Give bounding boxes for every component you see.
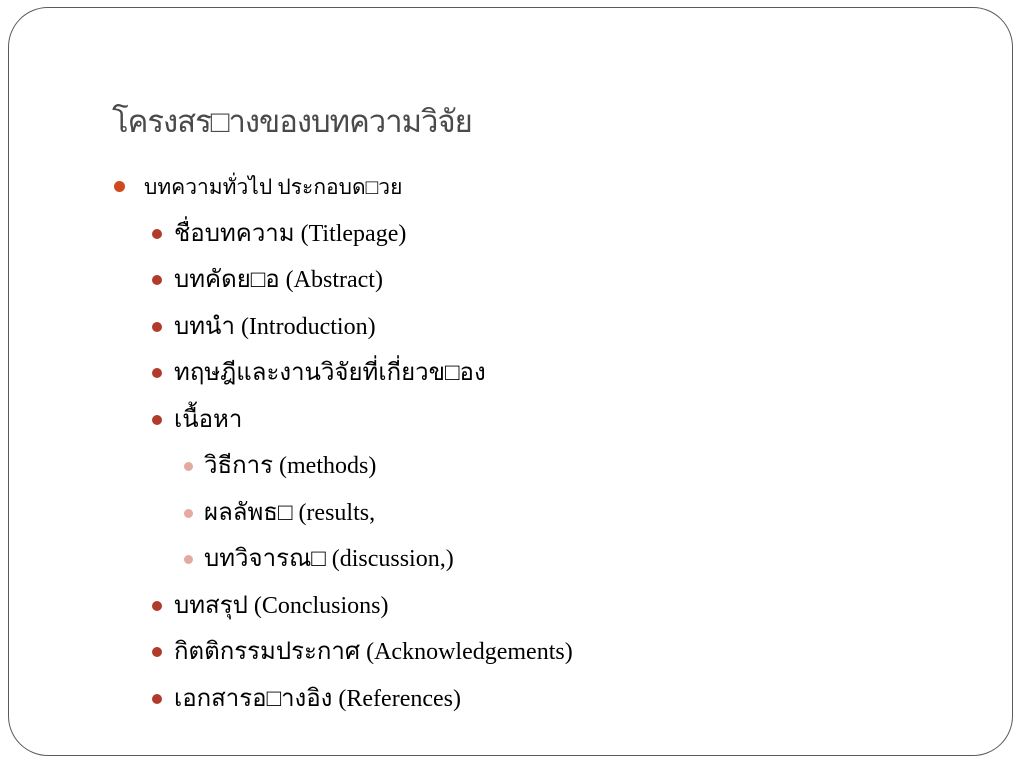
bullet-text: บทคัดย□อ (Abstract) (174, 267, 383, 293)
bullet-icon (184, 462, 193, 471)
bullet-icon (184, 509, 193, 518)
bullet-text: เอกสารอ□างอิง (References) (174, 685, 461, 712)
bullet-text: กิตติกรรมประกาศ (Acknowledgements) (174, 639, 573, 665)
bullet-text: เนื้อหา (174, 406, 243, 433)
bullet-item-methods (112, 447, 972, 494)
bullet-text: บทความทั่วไป ประกอบด□วย (144, 175, 403, 199)
bullet-text: ผลลัพธ□ (results, (204, 499, 376, 526)
bullet-item-conclusions (112, 587, 972, 634)
bullet-icon (152, 415, 162, 425)
bullet-icon (114, 181, 125, 192)
bullet-item-related-theory (112, 354, 972, 401)
bullet-item-discussion (112, 540, 972, 587)
bullet-item-title-page (112, 215, 972, 262)
bullet-text: ทฤษฎีและงานวิจัยที่เกี่ยวข□อง (174, 360, 486, 386)
bullet-item-acknowledgements (112, 633, 972, 680)
bullet-item-general-article (112, 168, 972, 215)
bullet-icon (152, 229, 162, 239)
slide-title: โครงสร□างของบทความวิจัย (112, 104, 472, 139)
content-list (112, 168, 972, 726)
bullet-item-introduction (112, 308, 972, 355)
bullet-text: ชื่อบทความ (Titlepage) (174, 220, 407, 247)
bullet-icon (152, 694, 162, 704)
bullet-icon (152, 647, 162, 657)
bullet-text: บทสรุป (Conclusions) (174, 592, 389, 619)
bullet-icon (152, 275, 162, 285)
bullet-text: วิธีการ (methods) (204, 453, 377, 479)
bullet-icon (152, 601, 162, 611)
bullet-item-abstract (112, 261, 972, 308)
bullet-icon (184, 555, 193, 564)
bullet-item-results (112, 494, 972, 541)
bullet-text: บทนำ (Introduction) (174, 313, 376, 340)
bullet-icon (152, 368, 162, 378)
bullet-text: บทวิจารณ□ (discussion,) (204, 546, 454, 572)
bullet-icon (152, 322, 162, 332)
bullet-item-references (112, 680, 972, 727)
bullet-item-content (112, 401, 972, 448)
